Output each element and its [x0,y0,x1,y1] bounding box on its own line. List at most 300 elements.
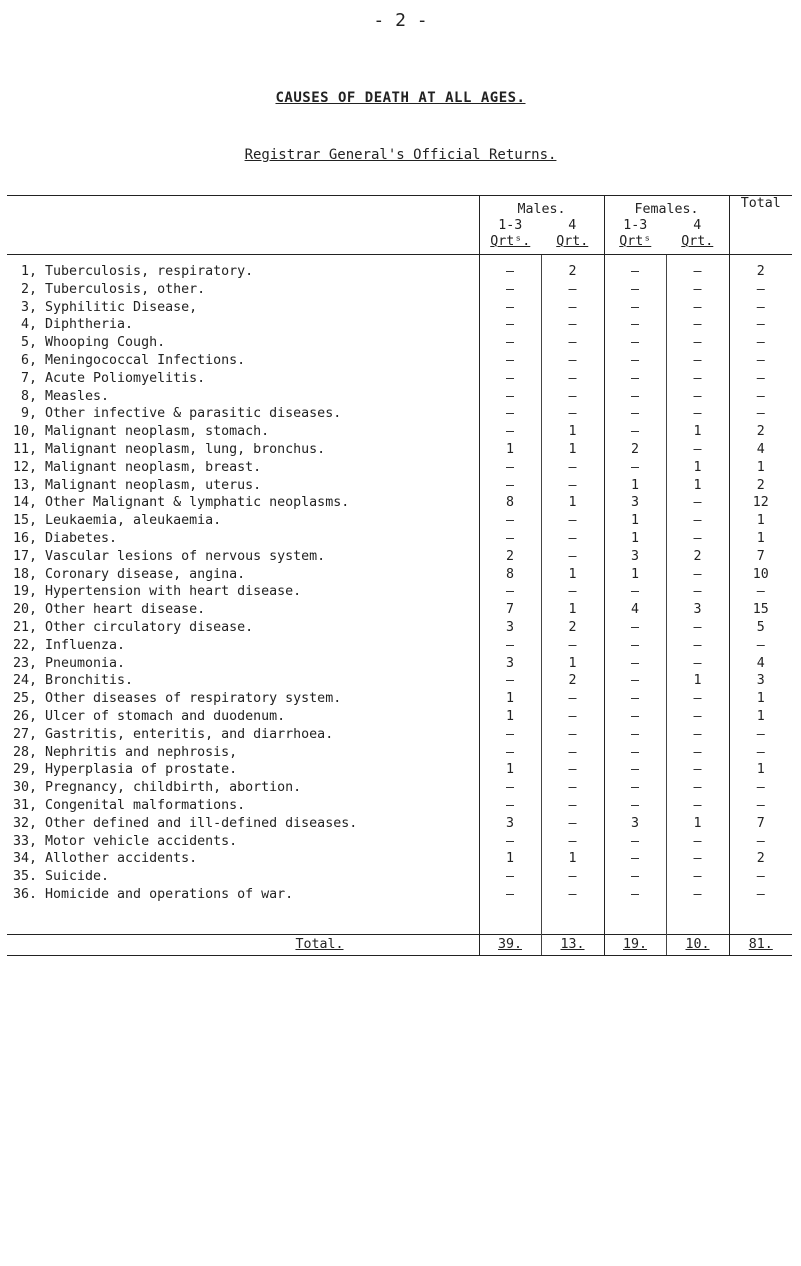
table-row [7,761,792,779]
header-females-q4 [666,218,729,255]
cell-total: 1 [729,530,792,548]
cell-males-q13: — [479,886,541,904]
cell-total: 1 [729,459,792,477]
cause-label: Pregnancy, childbirth, abortion. [45,780,302,796]
table-row [7,370,792,388]
total-grand: 81. [729,934,792,955]
table-row [7,868,792,886]
cause-number: 2, [20,281,37,297]
cause-label: Other diseases of respiratory system. [45,691,342,707]
cell-females-q4: 1 [666,672,729,690]
cause-number: 4, [20,317,37,333]
cause-cell [7,441,479,459]
cause-cell [7,637,479,655]
total-row [7,934,792,955]
cell-females-q13: 3 [604,815,666,833]
cell-total: — [729,833,792,851]
cell-females-q13: — [604,744,666,762]
cause-label: Motor vehicle accidents. [45,833,238,849]
cause-label: Ulcer of stomach and duodenum. [45,708,286,724]
page-number: - 2 - [373,10,428,31]
cell-females-q4: — [666,334,729,352]
cell-males-q4: — [541,299,604,317]
cell-females-q13: — [604,281,666,299]
cell-males-q13: 2 [479,548,541,566]
cell-males-q4: 2 [541,672,604,690]
cell-total: — [729,726,792,744]
cell-males-q4: 2 [541,255,604,281]
cause-number: 22, [12,637,37,653]
header-males-q4 [541,218,604,255]
cell-females-q4: 1 [666,477,729,495]
cause-label: Other heart disease. [45,602,206,618]
cell-females-q4: — [666,255,729,281]
cause-number: 26, [12,708,37,724]
cause-number: 3, [20,299,37,315]
cell-females-q4: 3 [666,601,729,619]
cell-total: — [729,637,792,655]
cell-total: — [729,797,792,815]
cell-males-q13: 3 [479,619,541,637]
cell-males-q13: — [479,299,541,317]
cause-number: 5, [20,335,37,351]
cause-number: 21, [12,619,37,635]
table-row [7,815,792,833]
total-label: Total. [7,934,479,955]
cause-cell [7,833,479,851]
cause-number: 10, [12,424,37,440]
cause-cell [7,512,479,530]
spacer-row [7,904,792,935]
cell-total: — [729,334,792,352]
cause-label: Allother accidents. [45,851,198,867]
cell-females-q13: — [604,352,666,370]
cell-males-q13: — [479,459,541,477]
table-row [7,477,792,495]
cause-number: 30, [12,780,37,796]
cell-males-q4: — [541,886,604,904]
cell-males-q4: — [541,583,604,601]
cell-males-q13: — [479,530,541,548]
cell-total: 2 [729,423,792,441]
cell-females-q4: — [666,405,729,423]
table-row [7,512,792,530]
cell-males-q13: 7 [479,601,541,619]
cell-males-q4: — [541,815,604,833]
table-row [7,637,792,655]
cause-cell [7,690,479,708]
cause-cell [7,868,479,886]
cell-total: — [729,299,792,317]
cause-label: Influenza. [45,637,126,653]
cell-total: 7 [729,548,792,566]
cause-label: Congenital malformations. [45,797,246,813]
cause-number: 29, [12,762,37,778]
cell-males-q4: 1 [541,850,604,868]
cause-cell [7,761,479,779]
cell-females-q13: 2 [604,441,666,459]
cause-cell [7,370,479,388]
cell-males-q13: 3 [479,815,541,833]
header-females-q4-range: 4 [693,218,702,233]
cell-males-q4: — [541,388,604,406]
cell-males-q4: — [541,530,604,548]
cell-males-q4: 1 [541,601,604,619]
cell-females-q13: — [604,797,666,815]
cell-males-q13: — [479,334,541,352]
cell-females-q4: — [666,690,729,708]
cause-cell [7,744,479,762]
cell-males-q13: — [479,583,541,601]
cell-total: 4 [729,441,792,459]
cause-cell [7,619,479,637]
cell-females-q4: 1 [666,423,729,441]
cell-females-q4: — [666,708,729,726]
cell-males-q13: 1 [479,441,541,459]
header-males-q13-unit: Qrtˢ. [490,234,531,249]
cell-females-q4: — [666,281,729,299]
cell-males-q4: — [541,708,604,726]
cell-females-q13: — [604,655,666,673]
cell-males-q4: — [541,779,604,797]
cell-females-q13: — [604,405,666,423]
table-row [7,566,792,584]
header-females-q13 [604,218,666,255]
table-row [7,655,792,673]
cause-number: 9, [20,406,37,422]
cell-females-q4: — [666,494,729,512]
cell-males-q13: — [479,281,541,299]
cell-females-q13: — [604,690,666,708]
cause-label: Other infective & parasitic diseases. [45,406,342,422]
cause-cell [7,815,479,833]
cause-cell [7,708,479,726]
cell-males-q13: — [479,512,541,530]
cause-cell [7,352,479,370]
cause-number: 14, [12,495,37,511]
cell-females-q4: — [666,779,729,797]
cell-females-q13: — [604,316,666,334]
cell-males-q13: — [479,726,541,744]
table-row [7,672,792,690]
cause-number: 7, [20,370,37,386]
report-title: CAUSES OF DEATH AT ALL AGES. [275,90,526,106]
cell-males-q4: — [541,797,604,815]
cell-males-q13: 1 [479,761,541,779]
cell-total: 10 [729,566,792,584]
cause-number: 6, [20,352,37,368]
cell-total: 3 [729,672,792,690]
table-row [7,833,792,851]
cell-total: — [729,779,792,797]
cause-number: 32, [12,815,37,831]
cell-females-q13: — [604,583,666,601]
cell-females-q4: — [666,370,729,388]
cell-females-q4: — [666,797,729,815]
cause-label: Measles. [45,388,110,404]
cause-number: 8, [20,388,37,404]
cell-total: 5 [729,619,792,637]
cause-label: Other defined and ill-defined diseases. [45,815,358,831]
cause-cell [7,886,479,904]
cell-males-q13: — [479,797,541,815]
cause-cell [7,477,479,495]
cell-males-q4: — [541,690,604,708]
cell-females-q4: 1 [666,815,729,833]
cell-females-q13: — [604,708,666,726]
cause-cell [7,334,479,352]
cell-total: — [729,316,792,334]
table-row [7,619,792,637]
cell-males-q4: — [541,370,604,388]
cell-females-q4: — [666,388,729,406]
cell-females-q13: — [604,672,666,690]
cell-females-q13: 1 [604,512,666,530]
cell-total: 2 [729,255,792,281]
cell-females-q4: 1 [666,459,729,477]
cell-males-q13: — [479,477,541,495]
table-row [7,352,792,370]
table-row [7,708,792,726]
table-row [7,405,792,423]
cell-total: — [729,352,792,370]
table-row [7,726,792,744]
cell-males-q4: 1 [541,655,604,673]
cell-males-q13: — [479,405,541,423]
cell-total: — [729,583,792,601]
cause-number: 33, [12,833,37,849]
cause-cell [7,281,479,299]
header-males-q13-range: 1-3 [498,218,523,233]
total-males-q4: 13. [541,934,604,955]
table-row [7,744,792,762]
cause-label: Homicide and operations of war. [45,886,294,902]
cause-cell [7,459,479,477]
cause-label: Diphtheria. [45,317,134,333]
total-females-q13: 19. [604,934,666,955]
cause-cell [7,423,479,441]
cell-females-q13: — [604,299,666,317]
cell-females-q13: — [604,868,666,886]
cause-cell [7,566,479,584]
cause-number: 19, [12,584,37,600]
cell-females-q4: — [666,619,729,637]
cause-label: Malignant neoplasm, stomach. [45,424,270,440]
cause-number: 28, [12,744,37,760]
cause-label: Acute Poliomyelitis. [45,370,206,386]
cell-females-q13: — [604,370,666,388]
cell-males-q4: 1 [541,423,604,441]
header-females-q13-range: 1-3 [623,218,648,233]
cell-females-q4: — [666,299,729,317]
cause-label: Gastritis, enteritis, and diarrhoea. [45,726,334,742]
cell-females-q13: 1 [604,566,666,584]
cause-label: Tuberculosis, other. [45,281,206,297]
cell-females-q4: — [666,566,729,584]
table-row [7,316,792,334]
table-row [7,530,792,548]
table-row [7,779,792,797]
header-females-q13-unit: Qrtˢ [619,234,652,249]
cell-males-q4: — [541,477,604,495]
cause-label: Nephritis and nephrosis, [45,744,238,760]
cell-total: 7 [729,815,792,833]
cause-cell [7,850,479,868]
cause-label: Syphilitic Disease, [45,299,198,315]
cause-number: 16, [12,530,37,546]
cell-total: 2 [729,477,792,495]
cell-males-q4: — [541,405,604,423]
header-females: Females. [604,196,729,219]
cause-cell [7,548,479,566]
cell-total: 1 [729,761,792,779]
cell-males-q4: — [541,281,604,299]
cause-label: Meningococcal Infections. [45,352,246,368]
cell-females-q13: — [604,423,666,441]
cell-males-q4: — [541,512,604,530]
table-row [7,886,792,904]
cause-number: 1, [20,264,37,279]
cause-label: Malignant neoplasm, lung, bronchus. [45,441,326,457]
cause-number: 12, [12,459,37,475]
cell-females-q4: — [666,833,729,851]
cause-cell [7,405,479,423]
cause-number: 36. [12,886,37,902]
table-row [7,441,792,459]
cause-label: Hypertension with heart disease. [45,584,302,600]
cell-females-q13: — [604,255,666,281]
cause-label: Malignant neoplasm, breast. [45,459,262,475]
cause-number: 24, [12,673,37,689]
cause-number: 13, [12,477,37,493]
cell-females-q13: — [604,779,666,797]
cause-number: 17, [12,548,37,564]
cell-total: 1 [729,708,792,726]
cause-cell [7,583,479,601]
cell-males-q4: — [541,459,604,477]
cause-cell [7,299,479,317]
cell-females-q4: — [666,744,729,762]
cell-total: 1 [729,512,792,530]
cause-number: 18, [12,566,37,582]
cell-females-q13: 1 [604,530,666,548]
cell-females-q13: — [604,459,666,477]
cell-males-q13: 8 [479,494,541,512]
table-row [7,281,792,299]
cause-cell [7,388,479,406]
cell-males-q4: — [541,761,604,779]
cell-total: — [729,281,792,299]
cause-label: Vascular lesions of nervous system. [45,548,326,564]
table-row [7,583,792,601]
header-males-q4-unit: Qrt. [556,234,589,249]
cell-males-q4: 2 [541,619,604,637]
table-row [7,690,792,708]
cell-total: — [729,370,792,388]
cell-total: — [729,388,792,406]
cell-total: — [729,744,792,762]
cell-females-q13: — [604,833,666,851]
cell-males-q4: — [541,548,604,566]
cell-males-q13: 8 [479,566,541,584]
cell-females-q4: — [666,441,729,459]
cause-cell [7,494,479,512]
table-row [7,255,792,281]
cell-females-q4: — [666,850,729,868]
cell-females-q4: — [666,512,729,530]
cell-males-q4: — [541,334,604,352]
cell-males-q13: 1 [479,690,541,708]
cell-females-q13: — [604,334,666,352]
table-row [7,601,792,619]
cell-total: 15 [729,601,792,619]
cell-females-q13: 3 [604,494,666,512]
header-females-q4-unit: Qrt. [681,234,714,249]
cause-number: 23, [12,655,37,671]
table-row [7,494,792,512]
cell-males-q4: 1 [541,441,604,459]
cell-males-q13: — [479,423,541,441]
cell-females-q13: 1 [604,477,666,495]
header-males: Males. [479,196,604,219]
table-row [7,459,792,477]
table-row [7,388,792,406]
cause-cell [7,316,479,334]
cause-cell [7,255,479,281]
cell-males-q13: — [479,388,541,406]
cause-number: 11, [12,441,37,457]
table-row [7,850,792,868]
cause-label: Leukaemia, aleukaemia. [45,513,222,529]
cell-males-q4: — [541,744,604,762]
cause-cell [7,779,479,797]
cell-females-q13: — [604,850,666,868]
cause-label: Whooping Cough. [45,335,166,351]
cell-males-q13: — [479,255,541,281]
cause-label: Other Malignant & lymphatic neoplasms. [45,495,350,511]
cell-females-q4: — [666,868,729,886]
cell-total: 4 [729,655,792,673]
header-total-blank [729,218,792,255]
cause-label: Tuberculosis, respiratory. [45,264,254,279]
total-females-q4: 10. [666,934,729,955]
cell-females-q4: — [666,886,729,904]
cause-cell [7,530,479,548]
table-row [7,299,792,317]
cell-total: 12 [729,494,792,512]
report-subtitle: Registrar General's Official Returns. [244,147,557,163]
cause-number: 31, [12,797,37,813]
cause-cell [7,726,479,744]
cell-males-q4: — [541,833,604,851]
cell-males-q13: — [479,370,541,388]
cell-males-q13: — [479,868,541,886]
cell-males-q13: — [479,637,541,655]
cause-label: Diabetes. [45,530,118,546]
cell-females-q13: — [604,388,666,406]
cause-label: Bronchitis. [45,673,134,689]
cause-number: 20, [12,602,37,618]
cause-cell [7,601,479,619]
cause-label: Malignant neoplasm, uterus. [45,477,262,493]
table-body [7,255,792,904]
cause-label: Suicide. [45,869,110,885]
cell-total: 2 [729,850,792,868]
cell-females-q4: 2 [666,548,729,566]
cell-females-q13: — [604,761,666,779]
cause-number: 34, [12,851,37,867]
header-total: Total [729,196,792,219]
